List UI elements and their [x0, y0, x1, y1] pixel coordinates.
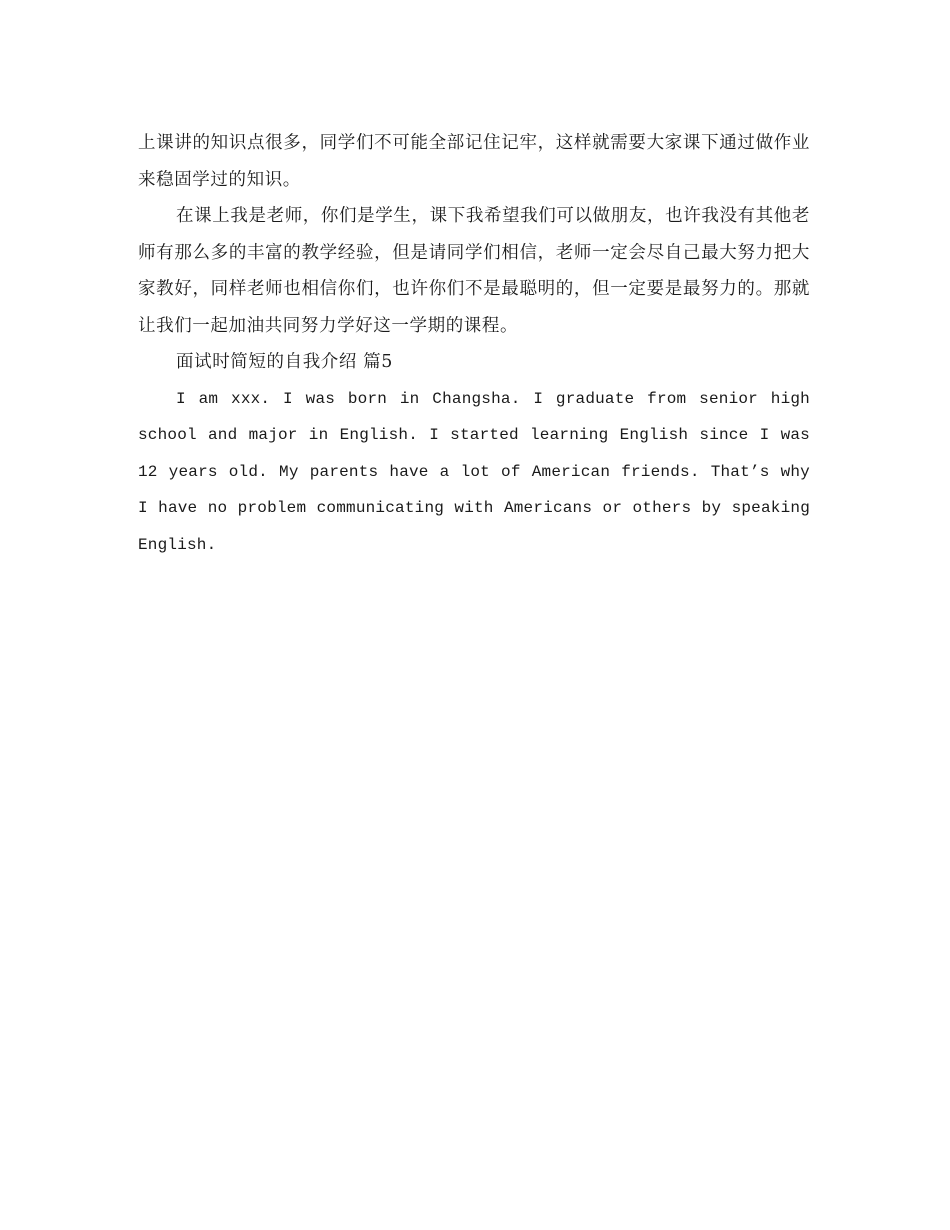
section-heading: 面试时简短的自我介绍 篇5: [176, 352, 393, 372]
paragraph-english-intro: I am xxx. I was born in Changsha. I graduate from senior high school and major in English. I started learning English since I was 12 years old. My parents have a lot of American friends. That’s why I have no problem communicating with Americans or others by speaking English.: [138, 389, 810, 554]
paragraph-continuation: 上课讲的知识点很多，同学们不可能全部记住记牢，这样就需要大家课下通过做作业来稳固学过的知识。: [138, 133, 810, 190]
paragraph-teacher-message: 在课上我是老师，你们是学生，课下我希望我们可以做朋友，也许我没有其他老师有那么多的丰富的教学经验，但是请同学们相信，老师一定会尽自己最大努力把大家教好，同样老师也相信你们，也许你们不是最聪明的，但一定要是最努力的。那就让我们一起加油共同努力学好这一学期的课程。: [138, 206, 810, 336]
document-body: [138, 125, 810, 563]
